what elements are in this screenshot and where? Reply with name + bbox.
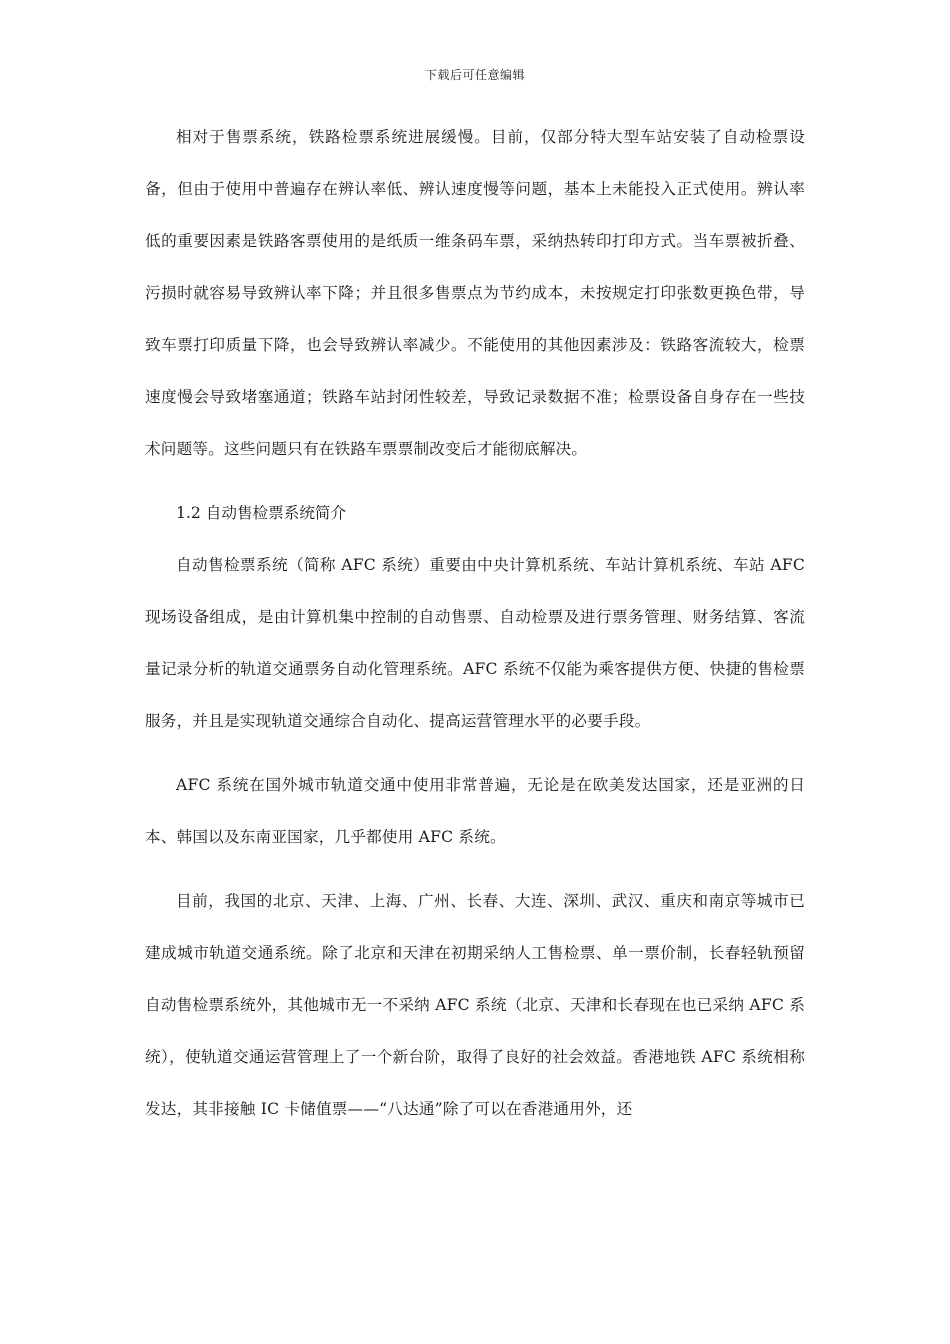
section-heading: 1.2 自动售检票系统简介 xyxy=(176,504,347,522)
header-note: 下载后可任意编辑 xyxy=(424,68,525,82)
paragraph-afc-china: 目前，我国的北京、天津、上海、广州、长春、大连、深圳、武汉、重庆和南京等城市已建成城市轨道交通系统。除了北京和天津在初期采纳人工售检票、单一票价制，长春轻轨预留自动售检票系统外，其他城市无一不采纳 AFC 系统（北京、天津和长春现在也已采纳 AFC 系统），使轨道交通运营管理上了一个新台阶，取得了良好的社会效益。香港地铁 AFC 系统相称发达，其非接触 IC 卡储值票——“八达通”除了可以在香港通用外，还 xyxy=(145,892,805,1118)
document-body xyxy=(145,111,805,1135)
paragraph-afc-abroad: AFC 系统在国外城市轨道交通中使用非常普遍，无论是在欧美发达国家，还是亚洲的日本、韩国以及东南亚国家，几乎都使用 AFC 系统。 xyxy=(145,776,805,846)
paragraph-railway-ticket-checking: 相对于售票系统，铁路检票系统进展缓慢。目前，仅部分特大型车站安装了自动检票设备，但由于使用中普遍存在辨认率低、辨认速度慢等问题，基本上未能投入正式使用。辨认率低的重要因素是铁路客票使用的是纸质一维条码车票，采纳热转印打印方式。当车票被折叠、污损时就容易导致辨认率下降；并且很多售票点为节约成本，未按规定打印张数更换色带，导致车票打印质量下降，也会导致辨认率减少。不能使用的其他因素涉及：铁路客流较大，检票速度慢会导致堵塞通道；铁路车站封闭性较差，导致记录数据不准；检票设备自身存在一些技术问题等。这些问题只有在铁路车票票制改变后才能彻底解决。 xyxy=(145,128,805,458)
paragraph-afc-introduction: 自动售检票系统（简称 AFC 系统）重要由中央计算机系统、车站计算机系统、车站 AFC 现场设备组成，是由计算机集中控制的自动售票、自动检票及进行票务管理、财务结算、客流量记录分析的轨道交通票务自动化管理系统。AFC 系统不仅能为乘客提供方便、快捷的售检票服务，并且是实现轨道交通综合自动化、提高运营管理水平的必要手段。 xyxy=(145,556,805,730)
